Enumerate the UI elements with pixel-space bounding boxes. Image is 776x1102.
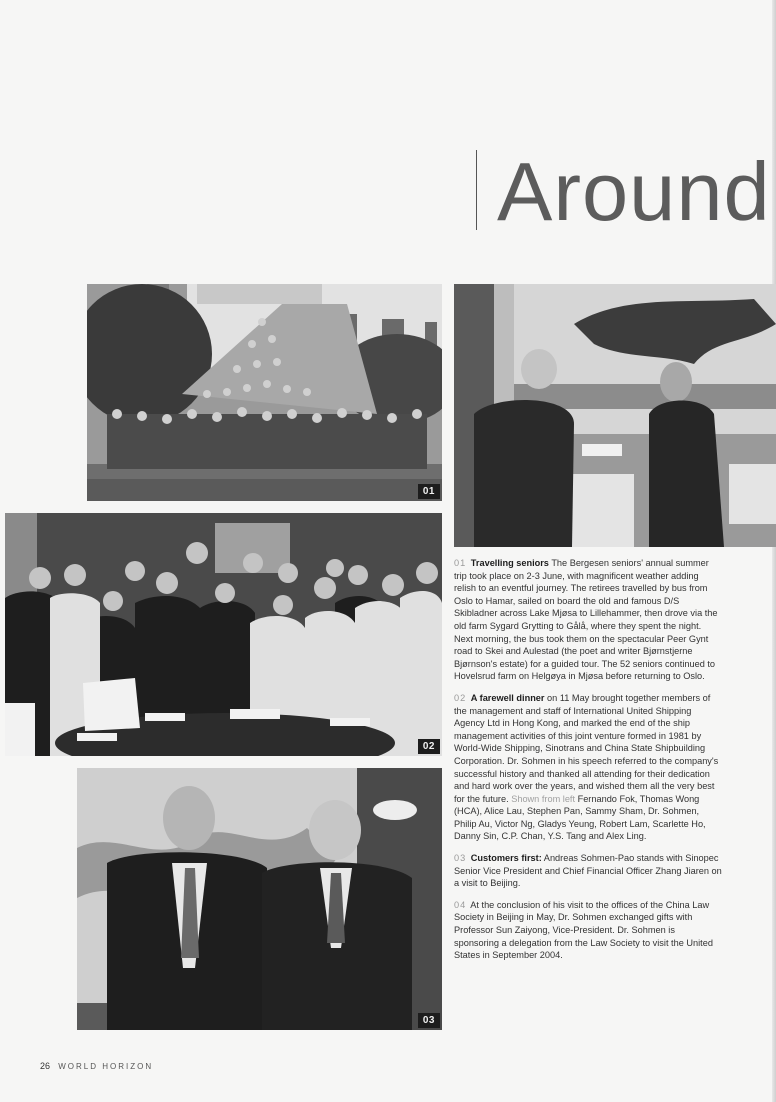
page-headline: Around <box>497 145 771 238</box>
caption-number: 03 <box>454 853 467 864</box>
caption-02 <box>454 692 722 843</box>
caption-names: Fernando Fok, Thomas Wong (HCA), Alice Lau, Stephen Pan, Sammy Sham, Dr. Sohmen, Philip Au, Victor Ng, Gladys Yeung, Robert Lam, Scarlette Ho, Danny Sin, C.P. Chan, Y.S. Tang and Alex Ling. <box>454 793 706 842</box>
photo-04-image <box>454 284 776 547</box>
photo-01-image <box>87 284 442 501</box>
photo-number-badge: 01 <box>418 484 440 499</box>
caption-text: The Bergesen seniors' annual summer trip took place on 2-3 June, with magnificent weather adding relish to an eventful journey. The retirees travelled by bus from Oslo to Hamar, sailed on board the old and famous D/S Skibladner across Lake Mjøsa to Lillehammer, then drove via the old farm Sygard Grytting to Gålå, where they spent the night. Next morning, the bus took them on the spectacular Peer Gynt road to Skei and Aulestad (the poet and writer Bjørnstjerne Bjørnson's estate) for a guided tour. The 52 seniors continued to Hovelsrud farm on Helgøya in Mjøsa before returning to Oslo. <box>454 558 718 682</box>
caption-text: At the conclusion of his visit to the offices of the China Law Society in Beijing in May, Dr. Sohmen exchanged gifts with Professor Sun Zaiyong, Vice-President. Dr. Sohmen is sponsoring a delegation from the Law Society to visit the United States in September 2004. <box>454 899 713 961</box>
photo-customers-first <box>77 768 442 1030</box>
caption-heading: A farewell dinner <box>470 692 545 703</box>
caption-04 <box>454 899 722 962</box>
caption-01 <box>454 557 722 683</box>
photo-02-image <box>5 513 442 756</box>
caption-heading: Customers first: <box>470 853 542 864</box>
photo-03-image <box>77 768 442 1030</box>
photo-number-badge: 03 <box>418 1013 440 1028</box>
caption-number: 01 <box>454 558 467 568</box>
caption-heading: Travelling seniors <box>470 558 549 568</box>
photo-farewell-dinner <box>5 513 442 756</box>
caption-text: on 11 May brought together members of the management and staff of International United Shipping Agency Ltd in Hong Kong, and marked the end of the ship management activities of this joint venture formed in 1981 by World-Wide Shipping, Sinotrans and China State Shipbuilding Corporation. Dr. Sohmen in his speech referred to the company's successful history and thanked all attending for their dedication and hard work over the years, and wished them all the very best for the future. <box>454 692 719 804</box>
caption-number: 04 <box>454 899 467 910</box>
captions-column <box>454 557 722 971</box>
caption-03 <box>454 852 722 890</box>
headline-rule <box>476 150 477 230</box>
photo-travelling-seniors <box>87 284 442 501</box>
page-number: 26 <box>40 1061 51 1071</box>
caption-text: Andreas Sohmen-Pao stands with Sinopec Senior Vice President and Chief Financial Officer Zhang Jiaren on a visit to Beijing. <box>454 853 722 889</box>
shown-from-left-label: Shown from left <box>511 793 576 804</box>
photo-gift-exchange <box>454 284 776 547</box>
page-edge <box>772 0 776 1102</box>
magazine-name: WORLD HORIZON <box>58 1062 154 1071</box>
photo-number-badge: 02 <box>418 739 440 754</box>
caption-number: 02 <box>454 692 467 703</box>
page-footer <box>40 1061 153 1071</box>
